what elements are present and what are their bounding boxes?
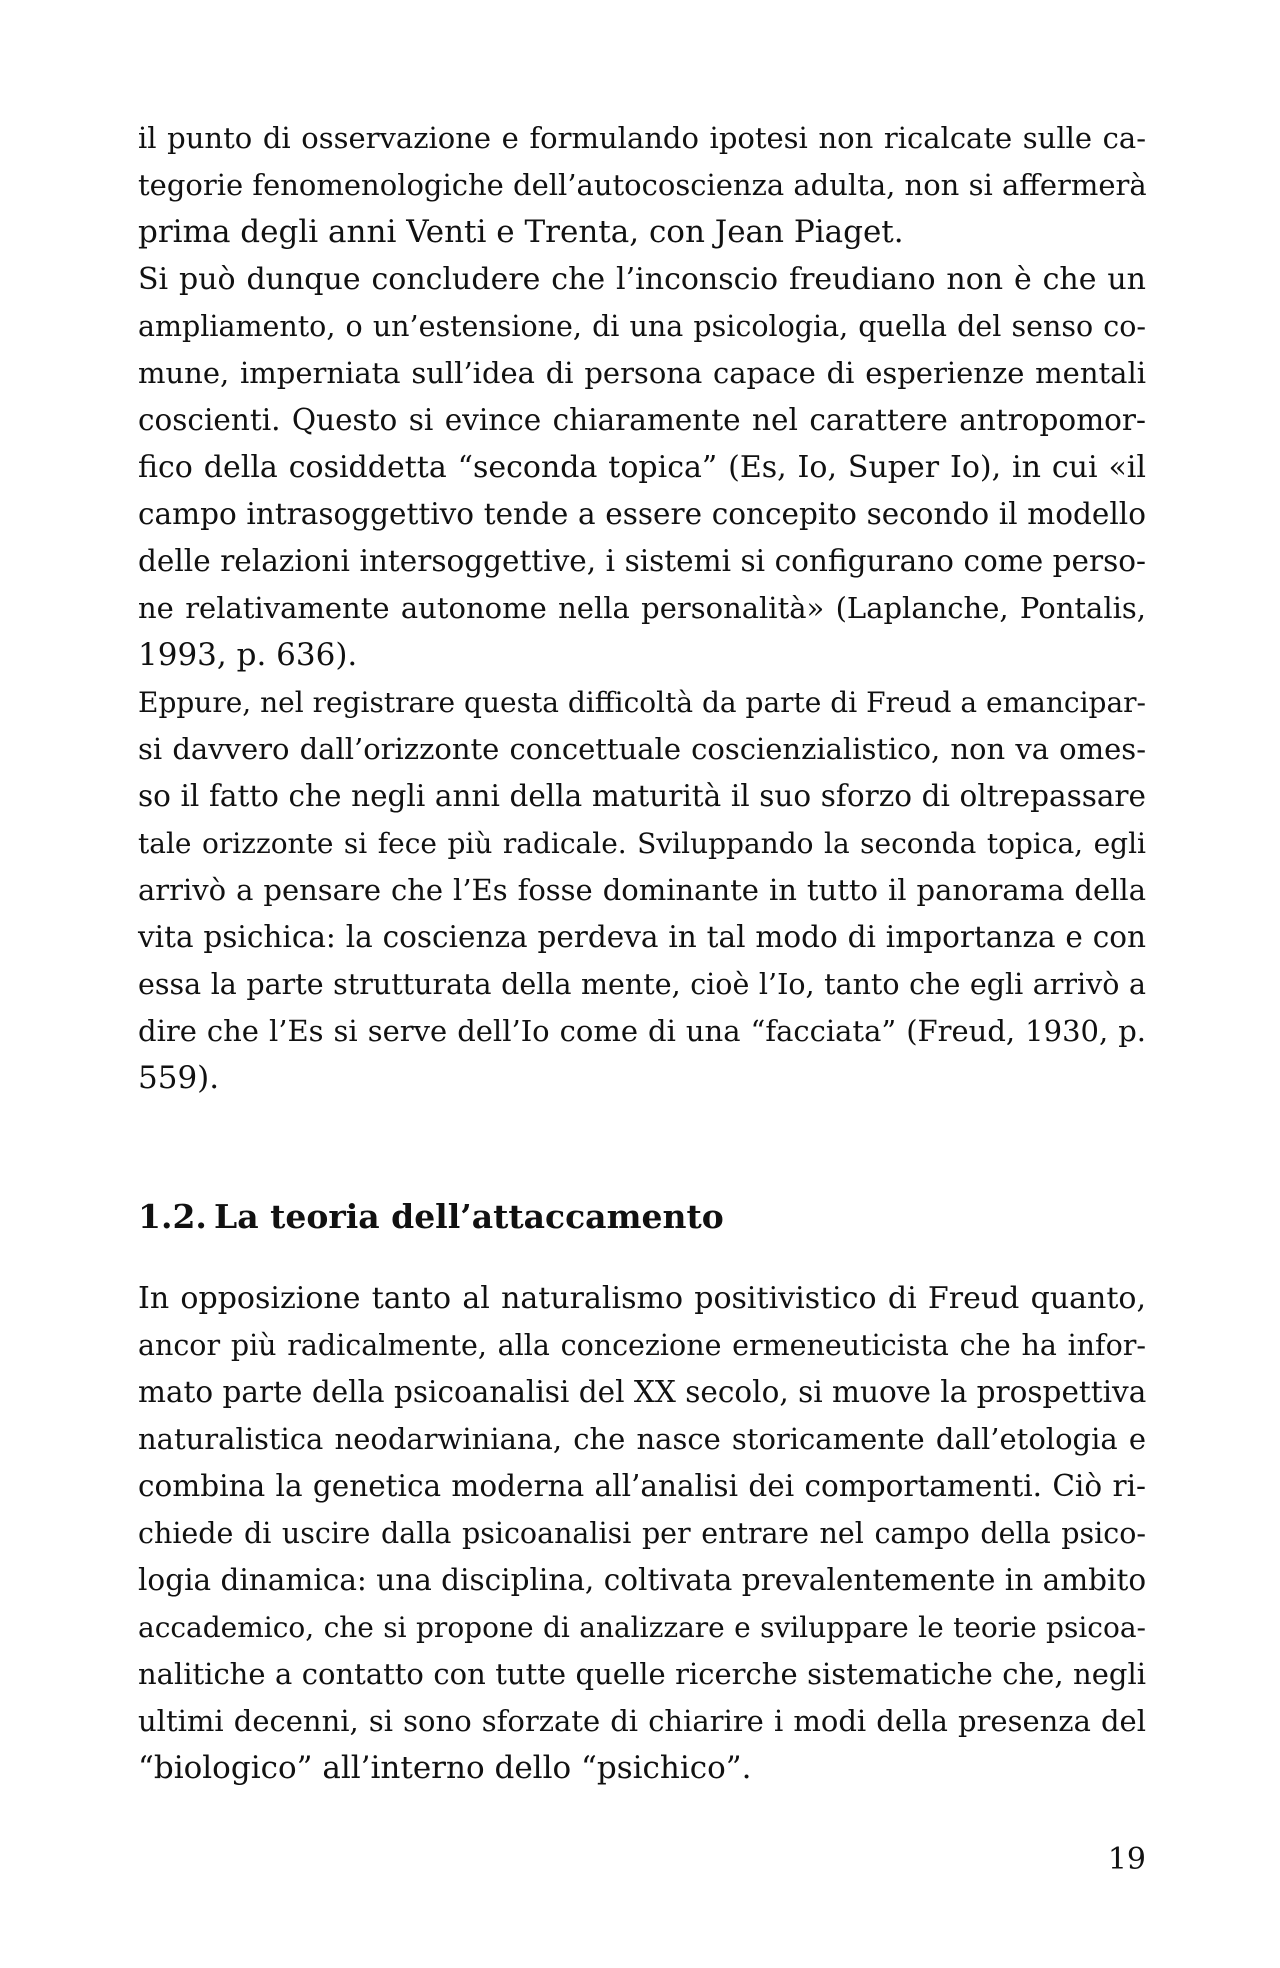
paragraph-line: mune, imperniata sull’idea di persona capace di esperienze mentali	[138, 356, 1146, 390]
paragraph-line: tegorie fenomenologiche dell’autocoscienza adulta, non si affermerà	[138, 168, 1147, 202]
paragraph-line: essa la parte strutturata della mente, cioè l’Io, tanto che egli arrivò a	[138, 968, 1146, 1001]
paragraph-line: campo intrasoggettivo tende a essere concepito secondo il modello	[138, 497, 1146, 531]
paragraph-line: nalitiche a contatto con tutte quelle ricerche sistematiche che, negli	[138, 1657, 1146, 1691]
paragraph-line: accademico, che si propone di analizzare e sviluppare le teorie psicoa-	[138, 1611, 1146, 1644]
paragraph-line: In opposizione tanto al naturalismo positivistico di Freud quanto,	[138, 1281, 1146, 1316]
paragraph-line: ancor più radicalmente, alla concezione ermeneuticista che ha infor-	[138, 1329, 1146, 1362]
section-number: 1.2.	[138, 1197, 207, 1236]
paragraph-line: 1993, p. 636).	[138, 637, 358, 673]
paragraph-line: il punto di osservazione e formulando ipotesi non ricalcate sulle ca-	[138, 121, 1146, 155]
paragraph-line: ne relativamente autonome nella personalità» (Laplanche, Pontalis,	[138, 591, 1146, 625]
paragraph-line: mato parte della psicoanalisi del XX secolo, si muove la prospettiva	[138, 1375, 1147, 1409]
paragraph-line: logia dinamica: una disciplina, coltivata prevalentemente in ambito	[138, 1563, 1147, 1597]
paragraph-line: delle relazioni intersoggettive, i sistemi si configurano come perso-	[138, 544, 1146, 578]
paragraph-line: arrivò a pensare che l’Es fosse dominante in tutto il panorama della	[138, 873, 1146, 907]
page-number: 19	[1107, 1842, 1146, 1877]
section-heading	[138, 1192, 724, 1242]
paragraph-line: combina la genetica moderna all’analisi dei comportamenti. Ciò ri-	[138, 1469, 1146, 1503]
paragraph-line: si davvero dall’orizzonte concettuale coscienzialistico, non va omes-	[138, 732, 1146, 766]
paragraph-line: fico della cosiddetta “seconda topica” (Es, Io, Super Io), in cui «il	[138, 450, 1146, 485]
paragraph-line: naturalistica neodarwiniana, che nasce storicamente dall’etologia e	[138, 1422, 1146, 1456]
paragraph-line: prima degli anni Venti e Trenta, con Jean Piaget.	[138, 214, 904, 250]
paragraph-line: Si può dunque concludere che l’inconscio freudiano non è che un	[138, 262, 1146, 297]
paragraph-line: Eppure, nel registrare questa difficoltà da parte di Freud a emancipar-	[138, 686, 1146, 719]
paragraph-line: chiede di uscire dalla psicoanalisi per entrare nel campo della psico-	[138, 1517, 1146, 1550]
paragraph-line: ampliamento, o un’estensione, di una psicologia, quella del senso co-	[138, 310, 1146, 343]
section-title: La teoria dell’attaccamento	[214, 1197, 724, 1236]
paragraph-line: so il fatto che negli anni della maturità il suo sforzo di oltrepassare	[138, 779, 1146, 813]
paragraph-line: vita psichica: la coscienza perdeva in tal modo di importanza e con	[138, 920, 1146, 954]
paragraph-line: “biologico” all’interno dello “psichico”.	[138, 1750, 752, 1786]
paragraph-line: dire che l’Es si serve dell’Io come di una “facciata” (Freud, 1930, p.	[138, 1014, 1146, 1048]
paragraph-line: tale orizzonte si fece più radicale. Sviluppando la seconda topica, egli	[138, 827, 1146, 860]
paragraph-line: coscienti. Questo si evince chiaramente nel carattere antropomor-	[138, 403, 1146, 437]
paragraph-line: 559).	[138, 1060, 220, 1096]
paragraph-line: ultimi decenni, si sono sforzate di chiarire i modi della presenza del	[138, 1704, 1146, 1738]
